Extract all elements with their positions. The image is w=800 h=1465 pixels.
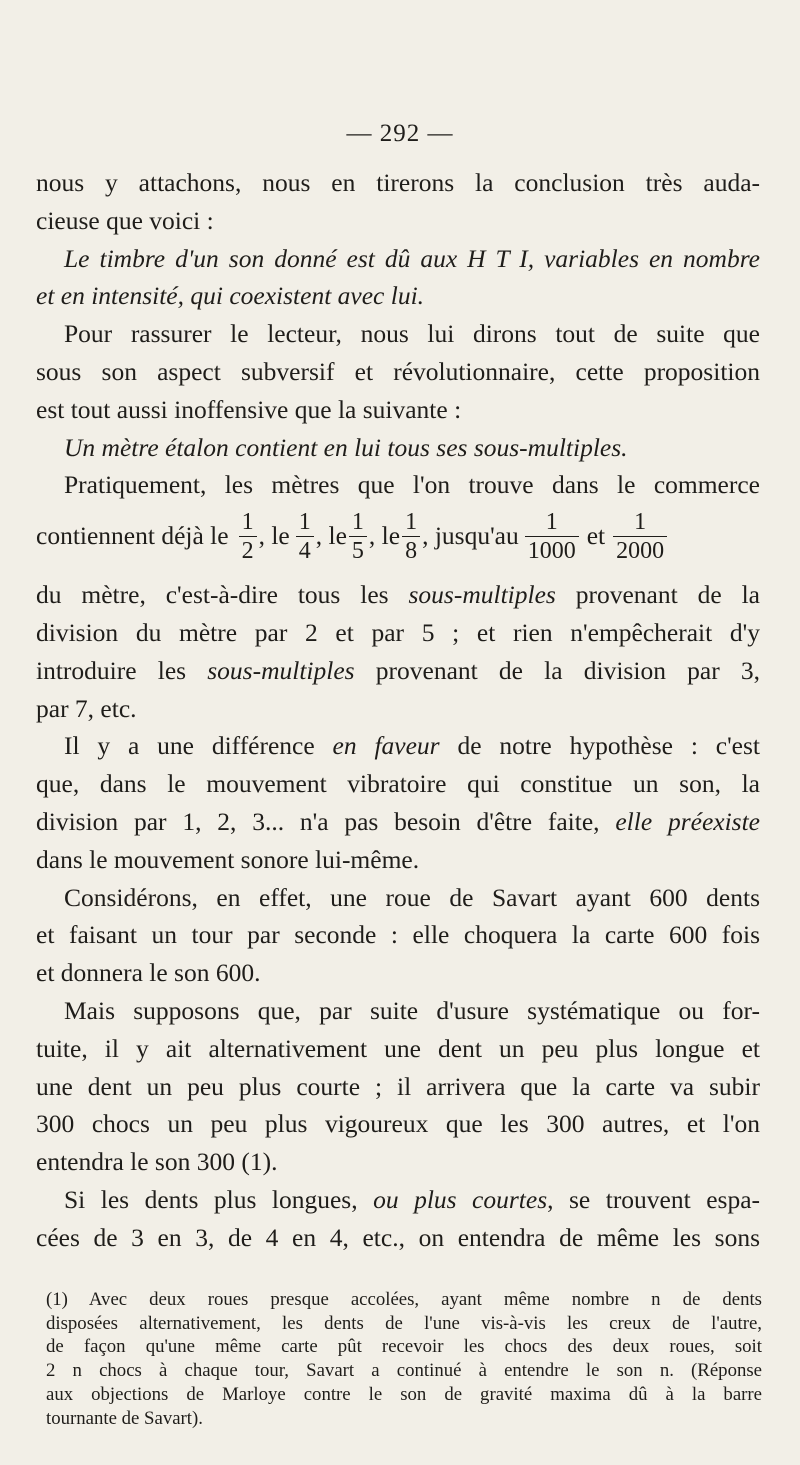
fraction-denominator: 4 (296, 536, 314, 563)
text-line: et faisant un tour par seconde : elle choquera la carte 600 fois (36, 920, 760, 950)
fraction-numerator: 1 (241, 508, 254, 535)
footnote-line: de façon qu'une même carte pût recevoir les chocs des deux roues, soit (46, 1336, 762, 1358)
italic-thesis-line: et en intensité, qui coexistent avec lui. (36, 281, 425, 311)
footnote-line: 2 n chocs à chaque tour, Savart a continué à entendre le son n. (Réponse (46, 1360, 762, 1382)
fraction-numerator: 1 (298, 508, 311, 535)
fraction-connector: , le (368, 521, 401, 551)
text-line: tuite, il y ait alternativement une dent un peu plus longue et (36, 1033, 760, 1063)
fraction-connector: , jusqu'au (422, 521, 519, 551)
fraction-one-quarter (296, 510, 314, 563)
italic-example-line: Un mètre étalon contient en lui tous ses sous-multiples. (64, 432, 628, 462)
fraction-one-two-thousandth (613, 510, 667, 563)
page-number: — 292 — (346, 120, 454, 147)
fraction-denominator: 1000 (525, 536, 579, 563)
fraction-numerator: 1 (634, 508, 647, 535)
fraction-line (36, 500, 760, 572)
text-line: dans le mouvement sonore lui-même. (36, 844, 420, 874)
text-line: division du mètre par 2 et par 5 ; et rien n'empêcherait d'y (36, 617, 760, 647)
text-run: provenant de la division par 3, (354, 655, 760, 685)
italic-term: sous-multiples (408, 580, 556, 610)
fraction-one-fifth (349, 510, 367, 563)
text-run: division par 1, 2, 3... n'a pas besoin d'être faite, (36, 806, 616, 836)
text-run: Si les dents plus longues, (64, 1184, 374, 1214)
main-text (36, 164, 760, 1257)
text-line: est tout aussi inoffensive que la suivante : (36, 394, 462, 424)
italic-term: elle préexiste (615, 806, 760, 836)
text-line: par 7, etc. (36, 693, 137, 723)
text-line: Considérons, en effet, une roue de Savart ayant 600 dents (64, 882, 760, 912)
text-run: provenant de la (555, 580, 760, 610)
fraction-one-eighth (402, 510, 420, 563)
fraction-denominator: 2 (239, 536, 257, 563)
fraction-connector: et (586, 521, 606, 551)
text-run: , se trouvent espa- (547, 1184, 761, 1214)
text-run: de notre hypothèse : c'est (439, 731, 760, 761)
fraction-line-prefix: contiennent déjà le (36, 521, 229, 551)
fraction-numerator: 1 (351, 508, 364, 535)
footnote (46, 1288, 762, 1430)
fraction-numerator: 1 (545, 508, 558, 535)
italic-term: ou plus courtes (373, 1184, 548, 1214)
footnote-line: tournante de Savart). (46, 1407, 203, 1429)
text-line (36, 1181, 760, 1219)
text-line: sous son aspect subversif et révolutionnaire, cette proposition (36, 356, 760, 386)
footnote-line: (1) Avec deux roues presque accolées, ayant même nombre n de dents (46, 1289, 762, 1310)
fraction-denominator: 5 (349, 536, 367, 563)
text-line: cieuse que voici : (36, 205, 214, 235)
text-run: introduire les (36, 655, 208, 685)
text-line (36, 576, 760, 614)
text-line (36, 652, 760, 690)
italic-term: sous-multiples (207, 655, 355, 685)
footnote-line: aux objections de Marloye contre le son de gravité maxima dû à la barre (46, 1383, 762, 1405)
text-line: cées de 3 en 3, de 4 en 4, etc., on entendra de même les sons (36, 1222, 760, 1252)
italic-term: en faveur (332, 731, 440, 761)
text-line: une dent un peu plus courte ; il arrivera que la carte va subir (36, 1071, 760, 1101)
footnote-line: disposées alternativement, les dents de l'une vis-à-vis les creux de l'autre, (46, 1312, 762, 1334)
fraction-denominator: 2000 (613, 536, 667, 563)
fraction-one-half (239, 510, 257, 563)
text-line: Pour rassurer le lecteur, nous lui dirons tout de suite que (64, 319, 760, 349)
text-line (36, 727, 760, 765)
text-line: entendra le son 300 (1). (36, 1147, 278, 1177)
text-run: Il y a une différence (64, 731, 333, 761)
text-line: Mais supposons que, par suite d'usure systématique ou for- (64, 995, 760, 1025)
fraction-numerator: 1 (405, 508, 418, 535)
fraction-one-thousandth (525, 510, 579, 563)
fraction-connector: , le (315, 521, 347, 551)
italic-thesis-line: Le timbre d'un son donné est dû aux H T I, variables en nombre (64, 243, 760, 273)
text-line: et donnera le son 600. (36, 958, 261, 988)
fraction-denominator: 8 (402, 536, 420, 563)
text-line: 300 chocs un peu plus vigoureux que les 300 autres, et l'on (36, 1109, 760, 1139)
text-run: du mètre, c'est-à-dire tous les (36, 580, 409, 610)
text-line (36, 803, 760, 841)
text-line: nous y attachons, nous en tirerons la conclusion très auda- (36, 168, 760, 197)
fraction-connector: , le (258, 521, 290, 551)
text-line: que, dans le mouvement vibratoire qui constitue un son, la (36, 769, 760, 799)
text-line: Pratiquement, les mètres que l'on trouve dans le commerce (64, 470, 760, 500)
